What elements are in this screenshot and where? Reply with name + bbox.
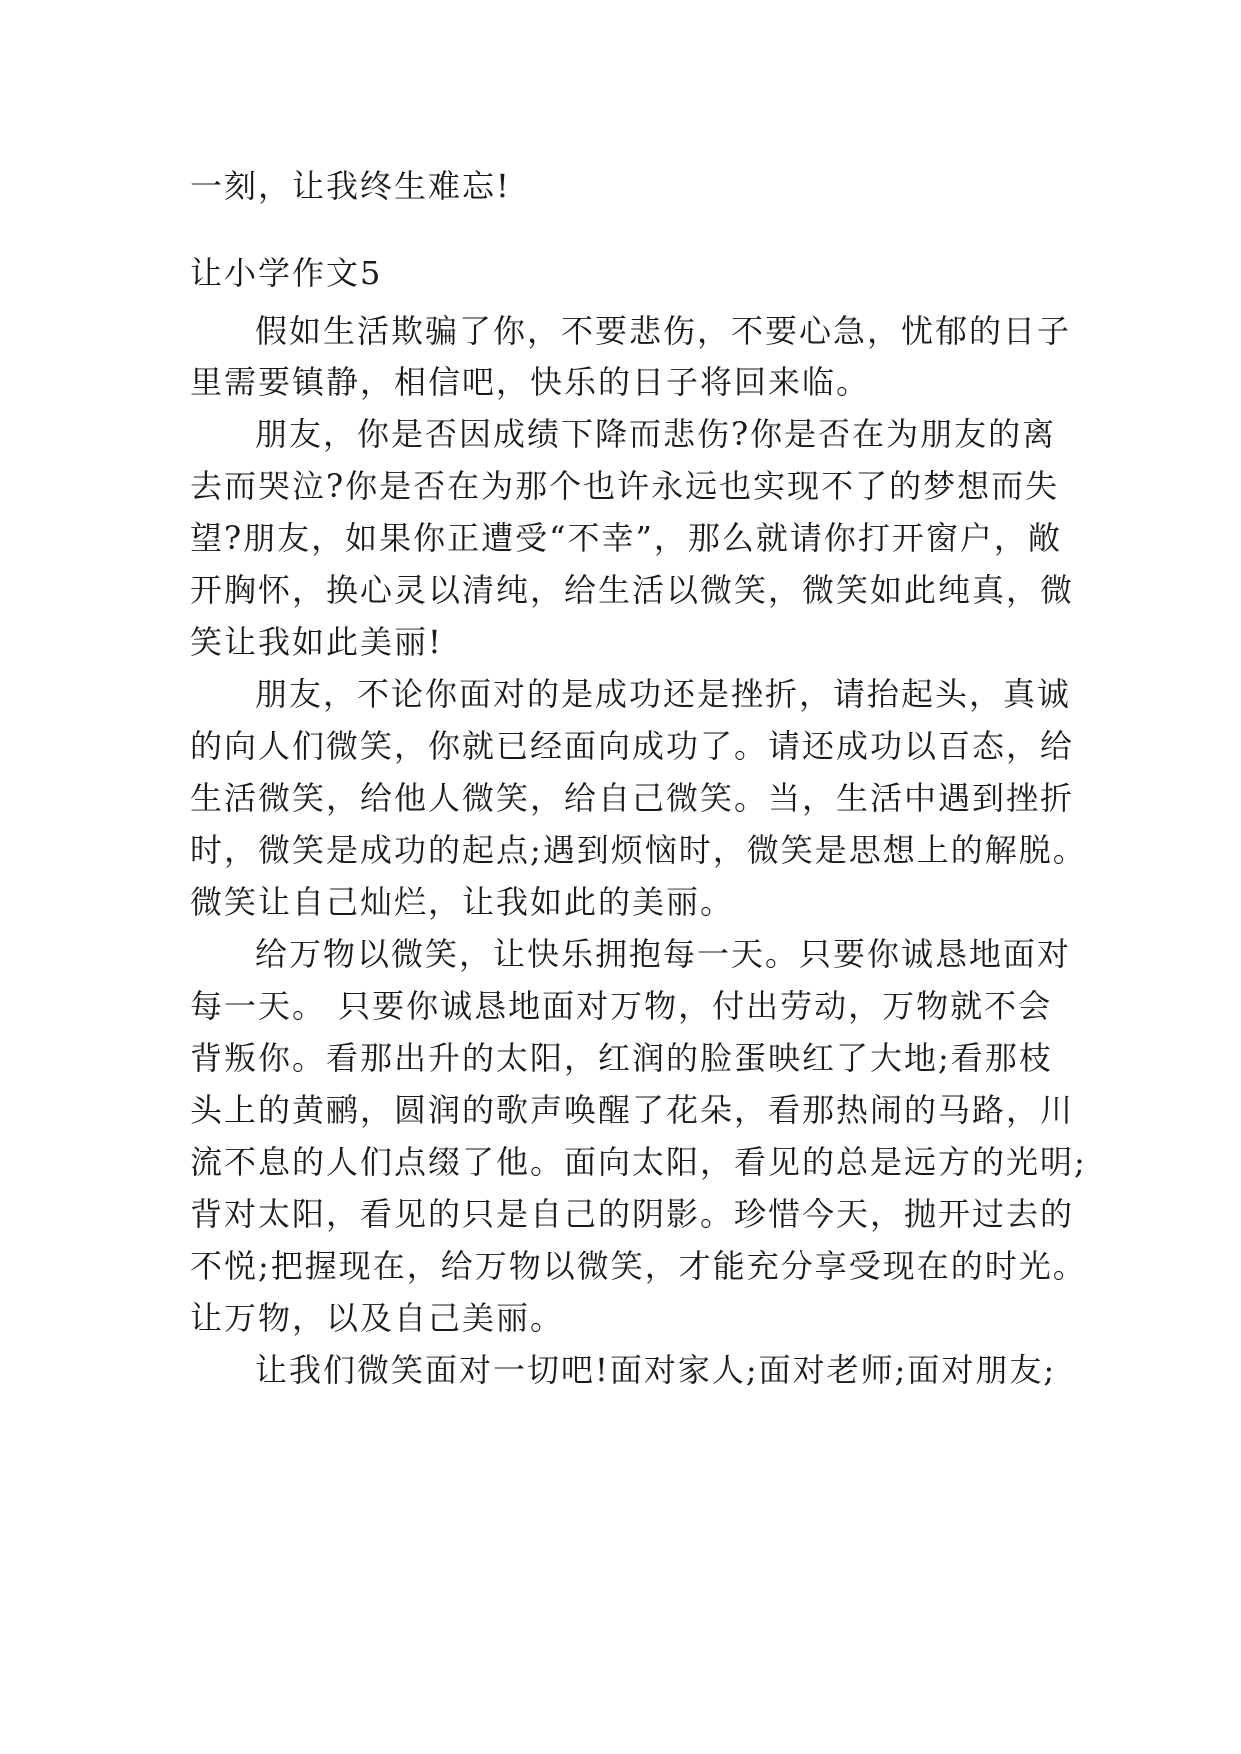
text-line: 背对太阳，看见的只是自己的阴影。珍惜今天，抛开过去的 bbox=[190, 1195, 1075, 1233]
text-line: 背叛你。看那出升的太阳，红润的脸蛋映红了大地;看那枝 bbox=[190, 1039, 1053, 1077]
text-line: 望?朋友，如果你正遭受“不幸”，那么就请你打开窗户，敞 bbox=[190, 519, 1062, 557]
text-line: 给万物以微笑，让快乐拥抱每一天。只要你诚恳地面对 bbox=[255, 935, 1072, 973]
text-line: 让我们微笑面对一切吧!面对家人;面对老师;面对朋友; bbox=[255, 1351, 1057, 1389]
text-line: 每一天。 只要你诚恳地面对万物，付出劳动，万物就不会 bbox=[190, 987, 1053, 1025]
text-line: 朋友，你是否因成绩下降而悲伤?你是否在为朋友的离 bbox=[255, 415, 1057, 453]
text-line: 去而哭泣?你是否在为那个也许永远也实现不了的梦想而失 bbox=[190, 467, 1060, 505]
section-title: 让小学作文5 bbox=[190, 254, 383, 292]
text-line: 微笑让自己灿烂，让我如此的美丽。 bbox=[190, 883, 735, 921]
text-line: 一刻，让我终生难忘! bbox=[190, 167, 511, 205]
text-line: 不悦;把握现在，给万物以微笑，才能充分享受现在的时光。 bbox=[190, 1247, 1087, 1285]
text-line: 里需要镇静，相信吧，快乐的日子将回来临。 bbox=[190, 363, 871, 401]
text-line: 笑让我如此美丽! bbox=[190, 623, 443, 661]
text-line: 生活微笑，给他人微笑，给自己微笑。当，生活中遇到挫折 bbox=[190, 779, 1075, 817]
text-line: 流不息的人们点缀了他。面向太阳，看见的总是远方的光明; bbox=[190, 1143, 1087, 1181]
text-line: 假如生活欺骗了你，不要悲伤，不要心急，忧郁的日子 bbox=[255, 312, 1072, 350]
text-line: 让万物，以及自己美丽。 bbox=[190, 1299, 565, 1337]
text-line: 朋友，不论你面对的是成功还是挫折，请抬起头，真诚 bbox=[255, 675, 1072, 713]
text-line: 的向人们微笑，你就已经面向成功了。请还成功以百态，给 bbox=[190, 727, 1075, 765]
text-line: 时，微笑是成功的起点;遇到烦恼时，微笑是思想上的解脱。 bbox=[190, 831, 1087, 869]
text-line: 头上的黄鹂，圆润的歌声唤醒了花朵，看那热闹的马路，川 bbox=[190, 1091, 1075, 1129]
text-line: 开胸怀，换心灵以清纯，给生活以微笑，微笑如此纯真，微 bbox=[190, 571, 1075, 609]
